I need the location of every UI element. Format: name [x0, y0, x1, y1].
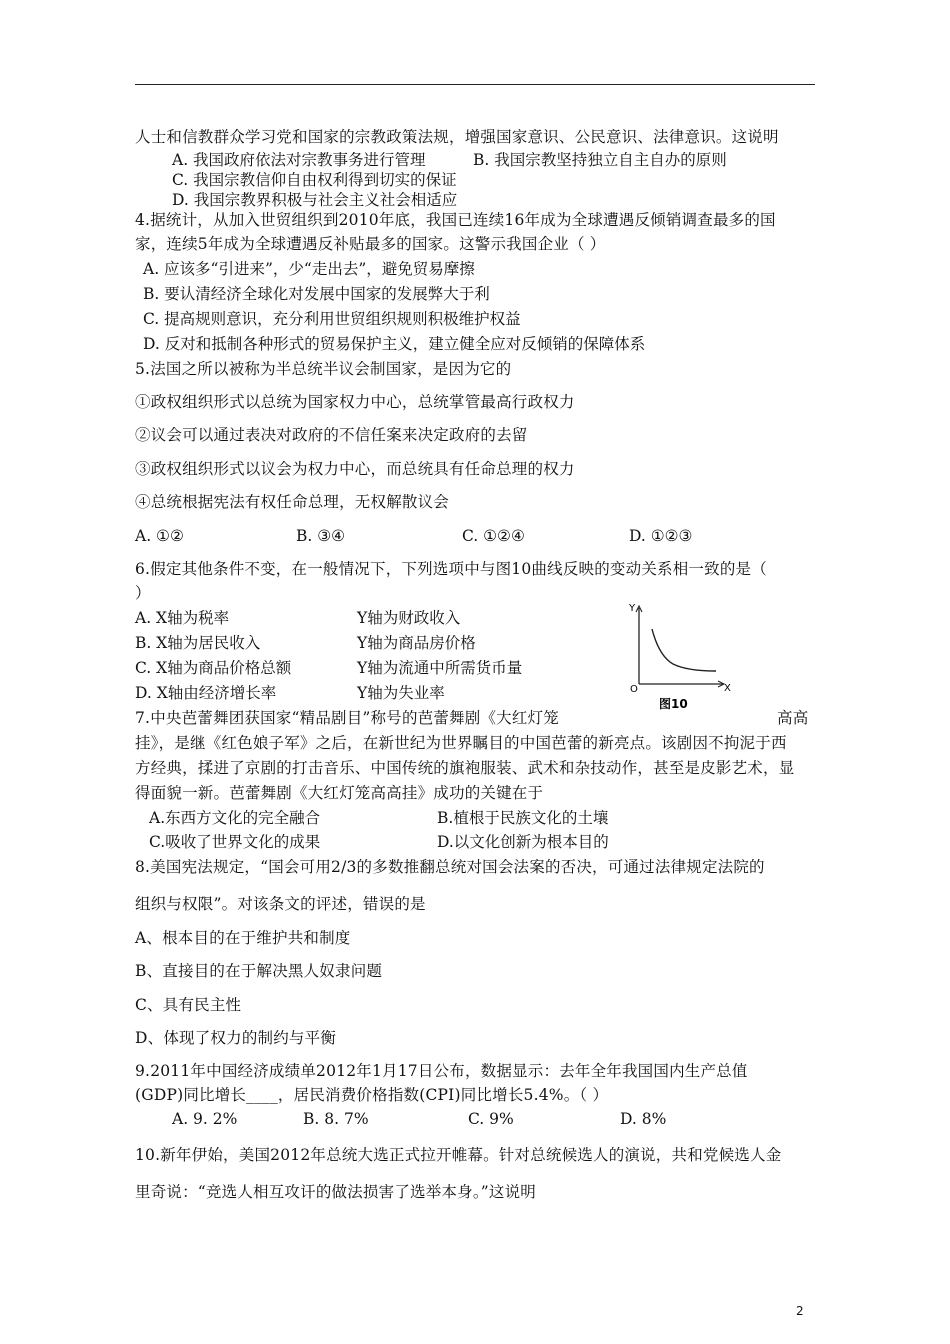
q3-option-c: C. 我国宗教信仰自由权利得到切实的保证 — [172, 171, 457, 189]
q8-stem-line1: 8.美国宪法规定，“国会可用2/3的多数推翻总统对国会法案的否决，可通过法律规定法院的 — [135, 858, 765, 876]
q4-stem-line1: 4.据统计，从加入世贸组织到2010年底，我国已连续16年成为全球遭遇反倾销调查最多的国 — [135, 211, 776, 229]
q6-option-b-y: Y轴为商品房价格 — [357, 634, 476, 652]
figure-10-graph — [625, 598, 750, 716]
q8-option-c: C、具有民主性 — [135, 996, 242, 1014]
q8-option-d: D、体现了权力的制约与平衡 — [135, 1029, 337, 1047]
q7-option-a: A.东西方文化的完全融合 — [149, 809, 321, 827]
q5-item-3: ③政权组织形式以议会为权力中心，而总统具有任命总理的权力 — [135, 460, 575, 478]
q5-option-c: C. ①②④ — [462, 527, 525, 545]
figure-x-label: X — [724, 683, 731, 694]
q9-stem-line1: 9.2011年中国经济成绩单2012年1月17日公布，数据显示：去年全年我国国内生产总值 — [135, 1062, 748, 1080]
q8-option-a: A、根本目的在于维护共和制度 — [135, 929, 351, 947]
q3-option-a: A. 我国政府依法对宗教事务进行管理 — [172, 151, 426, 169]
q5-item-4: ④总统根据宪法有权任命总理，无权解散议会 — [135, 493, 450, 511]
page-number: 2 — [796, 1304, 804, 1318]
q4-stem-line2: 家，连续5年成为全球遭遇反补贴最多的国家。这警示我国企业（ ） — [135, 235, 606, 253]
figure-caption: 图10 — [659, 697, 688, 711]
figure-10 — [625, 598, 750, 716]
q6-option-c-x: C. X轴为商品价格总额 — [135, 659, 292, 677]
q9-stem-line2: (GDP)同比增长____，居民消费价格指数(CPI)同比增长5.4%。（ ） — [135, 1086, 609, 1104]
q3-option-b: B. 我国宗教坚持独立自主自办的原则 — [473, 151, 727, 169]
q6-option-a-y: Y轴为财政收入 — [357, 609, 461, 627]
q7-stem-line1a: 7.中央芭蕾舞团获国家“精品剧目”称号的芭蕾舞剧《大红灯笼 — [135, 709, 559, 727]
q7-option-d: D.以文化创新为根本目的 — [437, 833, 609, 851]
q5-option-d: D. ①②③ — [629, 527, 693, 545]
q7-option-c: C.吸收了世界文化的成果 — [149, 833, 321, 851]
q10-stem-line1: 10.新年伊始，美国2012年总统大选正式拉开帷幕。针对总统候选人的演说，共和党候选人金 — [135, 1146, 782, 1164]
q6-option-b-x: B. X轴为居民收入 — [135, 634, 261, 652]
q8-option-b: B、直接目的在于解决黑人奴隶问题 — [135, 962, 383, 980]
q8-stem-line2: 组织与权限”。对该条文的评述，错误的是 — [135, 895, 426, 913]
q4-option-b: B. 要认清经济全球化对发展中国家的发展弊大于利 — [143, 285, 490, 303]
q3-stem-line: 人士和信教群众学习党和国家的宗教政策法规，增强国家意识、公民意识、法律意识。这说明 — [135, 128, 779, 146]
q6-option-c-y: Y轴为流通中所需货币量 — [357, 659, 523, 677]
q6-option-d-x: D. X轴由经济增长率 — [135, 684, 277, 702]
q6-option-d-y: Y轴为失业率 — [357, 684, 445, 702]
q4-option-a: A. 应该多“引进来”，少“走出去”，避免贸易摩擦 — [143, 260, 475, 278]
q9-option-d: D. 8% — [620, 1110, 667, 1128]
q5-item-1: ①政权组织形式以总统为国家权力中心，总统掌管最高行政权力 — [135, 393, 575, 411]
q6-option-a-x: A. X轴为税率 — [135, 609, 230, 627]
q7-stem-line4: 得面貌一新。芭蕾舞剧《大红灯笼高高挂》成功的关键在于 — [135, 784, 544, 802]
header-rule — [135, 84, 815, 85]
q5-option-a: A. ①② — [135, 527, 184, 545]
q4-option-c: C. 提高规则意识，充分利用世贸组织规则积极维护权益 — [143, 310, 521, 328]
q10-stem-line2: 里奇说：“竞选人相互攻讦的做法损害了选举本身。”这说明 — [135, 1183, 536, 1201]
q7-stem-line1b: 高高 — [777, 709, 809, 727]
q3-option-d: D. 我国宗教界积极与社会主义社会相适应 — [172, 191, 458, 209]
figure-origin-label: O — [630, 684, 638, 695]
q7-stem-line3: 方经典，揉进了京剧的打击音乐、中国传统的旗袍服装、武术和杂技动作，甚至是皮影艺术，显 — [135, 759, 795, 777]
q6-stem-line1: 6.假定其他条件不变，在一般情况下，下列选项中与图10曲线反映的变动关系相一致的是（ — [135, 560, 767, 578]
q9-option-c: C. 9% — [468, 1110, 514, 1128]
q4-option-d: D. 反对和抵制各种形式的贸易保护主义，建立健全应对反倾销的保障体系 — [143, 335, 646, 353]
q9-option-b: B. 8. 7% — [303, 1110, 369, 1128]
q9-option-a: A. 9. 2% — [172, 1110, 238, 1128]
q5-stem: 5.法国之所以被称为半总统半议会制国家，是因为它的 — [135, 360, 512, 378]
q5-option-b: B. ③④ — [296, 527, 346, 545]
q7-option-b: B.植根于民族文化的土壤 — [437, 809, 609, 827]
q5-item-2: ②议会可以通过表决对政府的不信任案来决定政府的去留 — [135, 426, 528, 444]
figure-y-label: Y — [629, 603, 636, 614]
q7-stem-line2: 挂》，是继《红色娘子军》之后，在新世纪为世界瞩目的中国芭蕾的新亮点。该剧因不拘泥于西 — [135, 734, 787, 752]
q6-stem-line2: ） — [135, 584, 151, 602]
